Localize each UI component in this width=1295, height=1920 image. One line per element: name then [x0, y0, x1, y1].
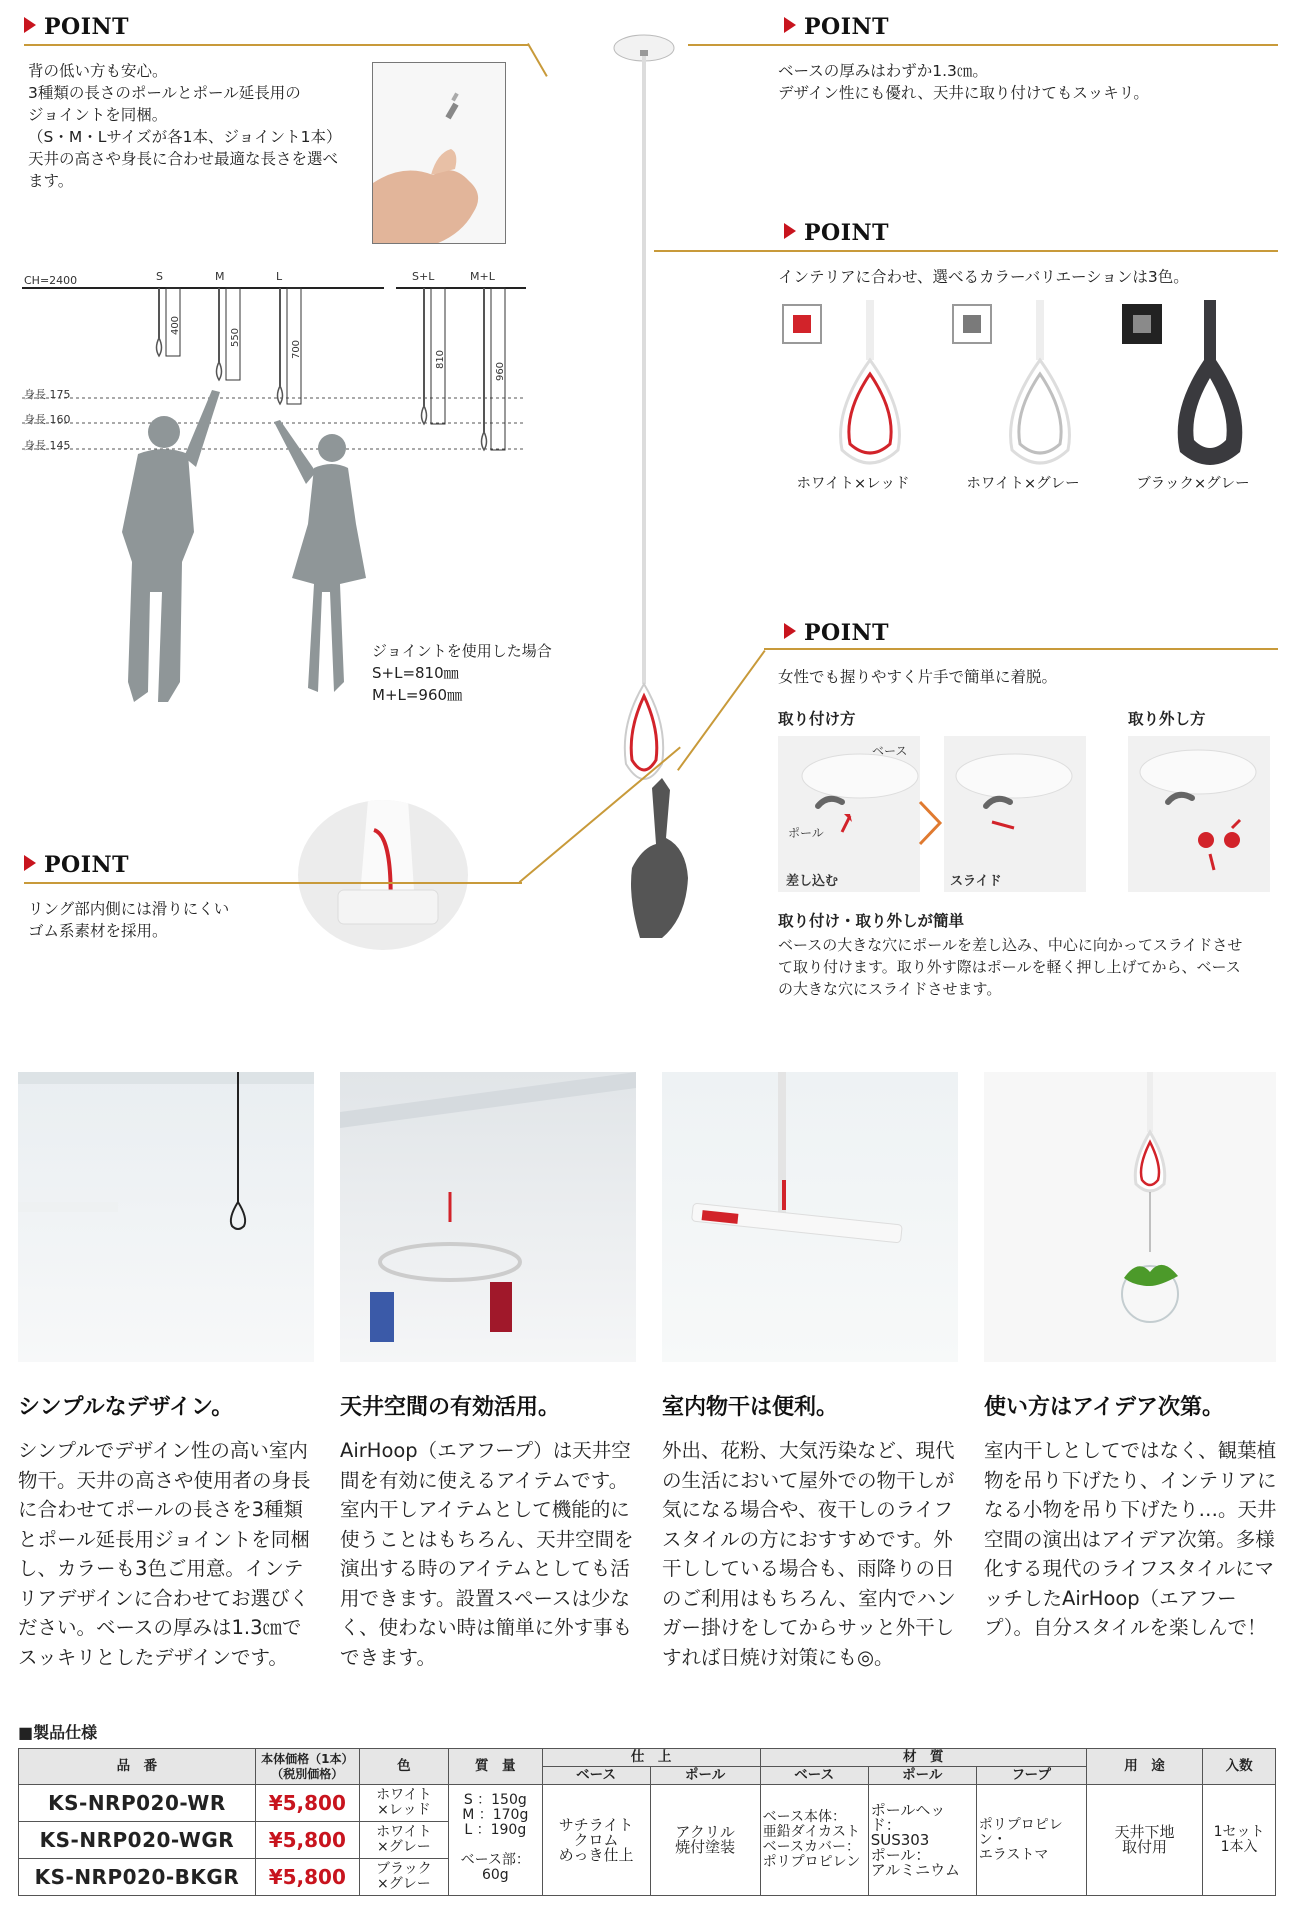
table-row: [19, 1785, 1276, 1822]
product-price: ¥5,800: [255, 1785, 359, 1822]
product-color: ホワイト ×レッド: [359, 1785, 448, 1822]
joint-note: ジョイントを使用した場合 S+L=810㎜ M+L=960㎜: [372, 642, 552, 704]
weight-cell: S ：150g M ：170g L ：190g ベース部：60g: [449, 1785, 542, 1896]
point-heading: POINT: [24, 14, 129, 40]
chevron-right-icon: [916, 798, 946, 848]
divider: [764, 648, 1278, 650]
ceiling-height-label: CH=2400: [24, 274, 78, 287]
length-s-label: 400: [170, 315, 182, 336]
height-145-label: 身長 145: [24, 439, 71, 452]
insert-step-label: 差し込む: [786, 874, 839, 889]
divider: [677, 650, 766, 771]
use-cell: 天井下地 取付用: [1086, 1785, 1202, 1896]
size-l-label: L: [276, 270, 283, 283]
point-heading: POINT: [784, 14, 889, 40]
feature-title-simple: シンプルなデザイン。: [18, 1395, 234, 1420]
feature-text-simple: シンプルでデザイン性の高い室内物干。天井の高さや使用者の身長に合わせてポールの長さを3種類とポール延長用ジョイントを同梱し、カラーも3色ご用意。インテリアデザインに合わせてお選びください。ベースの厚みは1.3㎝でスッキリとしたデザインです。: [18, 1439, 311, 1669]
joint-hand-photo: [372, 62, 506, 244]
header-mat-pole: ポール: [868, 1767, 976, 1785]
length-sl-label: 810: [435, 349, 447, 370]
color-swatch-red: [782, 304, 822, 344]
finish-pole-cell: アクリル 焼付塗装: [650, 1785, 760, 1896]
product-color: ブラック ×グレー: [359, 1859, 448, 1896]
divider: [654, 250, 1278, 252]
attach-step-slide-photo: [944, 736, 1086, 892]
feature-photo-indoor: [662, 1072, 958, 1362]
spec-table: [18, 1748, 1276, 1896]
point-text-lengths: 背の低い方も安心。 3種類の長さのポールとポール延長用の ジョイントを同梱。 （S・M・Lサイズが各1本、ジョイント1本） 天井の高さや身長に合わせ最適な長さを選べ ます。: [28, 62, 342, 190]
color-rings: [820, 300, 1260, 480]
size-ml-label: M+L: [470, 270, 495, 283]
weight-base: ベース部：60g: [460, 1852, 530, 1883]
point-text-ring: リング部内側には滑りにくい ゴム系素材を採用。: [28, 900, 230, 940]
header-finish-base: ベース: [542, 1767, 650, 1785]
length-ml-label: 960: [495, 361, 507, 382]
size-sl-label: S+L: [412, 270, 435, 283]
feature-title-indoor: 室内物干は便利。: [662, 1395, 839, 1420]
height-160-label: 身長 160: [24, 413, 71, 426]
hand-graphic: [622, 778, 702, 938]
color-label-black-gray: ブラック×グレー: [1136, 476, 1250, 492]
easy-title: 取り付け・取り外しが簡単: [778, 912, 965, 930]
divider: [24, 882, 522, 884]
product-code: KS-NRP020-WGR: [19, 1822, 256, 1859]
point-heading: POINT: [784, 220, 889, 246]
point-heading: POINT: [24, 852, 129, 878]
slide-step-label: スライド: [950, 874, 1002, 889]
product-price: ¥5,800: [255, 1859, 359, 1896]
point-text-base: ベースの厚みはわずか1.3㎝。 デザイン性にも優れ、天井に取り付けてもスッキリ。: [778, 62, 1149, 102]
pole-label: ポール: [788, 826, 824, 840]
point-text-attach: 女性でも握りやすく片手で簡単に着脱。: [778, 668, 1058, 686]
point-text-colors: インテリアに合わせ、選べるカラーバリエーションは3色。: [778, 268, 1189, 286]
color-label-white-gray: ホワイト×グレー: [966, 476, 1080, 492]
length-m-label: 550: [230, 327, 242, 348]
divider: [527, 43, 548, 77]
material-base-cell: ベース本体： 亜鉛ダイカスト ベースカバー： ポリプロピレン: [760, 1785, 868, 1896]
triangle-icon: [784, 17, 796, 33]
feature-text-ceiling: AirHoop（エアフープ）は天井空間を有効に使えるアイテムです。室内干しアイテムとして機能的に使うことはもちろん、天井空間を演出する時のアイテムとしても活用できます。設置スペースは少なく、使わない時は簡単に外す事もできます。: [340, 1439, 634, 1669]
height-diagram: [18, 262, 528, 702]
feature-text-indoor: 外出、花粉、大気汚染など、現代の生活において屋外での物干しが気になる場合や、夜干しのライフスタイルの方におすすめです。外干ししている場合も、雨降りの日のご利用はもちろん、室内でハンガー掛けをしてからサッと外干しすれば日焼け対策にも◎。: [662, 1439, 956, 1669]
feature-photo-ceiling: [340, 1072, 636, 1362]
spec-title: ■製品仕様: [18, 1723, 98, 1742]
header-weight: 質 量: [449, 1749, 542, 1785]
finish-base-cell: サチライト クロム めっき仕上: [542, 1785, 650, 1896]
detach-title: 取り外し方: [1128, 710, 1206, 728]
size-m-label: M: [215, 270, 225, 283]
ring-closeup-photo: [298, 800, 468, 950]
header-finish: 仕 上: [542, 1749, 760, 1767]
material-hoop-cell: ポリプロピレン・ エラストマ: [976, 1785, 1086, 1896]
attach-title: 取り付け方: [778, 710, 856, 728]
header-code: 品 番: [19, 1749, 256, 1785]
length-l-label: 700: [291, 339, 303, 360]
divider: [688, 44, 1278, 46]
feature-title-ceiling: 天井空間の有効活用。: [340, 1395, 561, 1420]
triangle-icon: [784, 623, 796, 639]
color-label-white-red: ホワイト×レッド: [796, 476, 910, 492]
product-illustration: [600, 24, 690, 804]
detach-photo: [1128, 736, 1270, 892]
header-price: 本体価格（1本） （税別価格）: [255, 1749, 359, 1785]
header-mat-base: ベース: [760, 1767, 868, 1785]
header-finish-pole: ポール: [650, 1767, 760, 1785]
feature-photo-simple: [18, 1072, 314, 1362]
header-use: 用 途: [1086, 1749, 1202, 1785]
product-code: KS-NRP020-WR: [19, 1785, 256, 1822]
product-color: ホワイト ×グレー: [359, 1822, 448, 1859]
product-price: ¥5,800: [255, 1822, 359, 1859]
triangle-icon: [24, 855, 36, 871]
qty-cell: 1セット 1本入: [1203, 1785, 1276, 1896]
product-code: KS-NRP020-BKGR: [19, 1859, 256, 1896]
header-material: 材 質: [760, 1749, 1086, 1767]
feature-text-idea: 室内干しとしてではなく、観葉植物を吊り下げたり、インテリアになる小物を吊り下げたり…。天井空間の演出はアイデア次第。多様化する現代のライフスタイルにマッチしたAirHoop（エアフープ）。自分スタイルを楽しんで！: [984, 1439, 1277, 1639]
triangle-icon: [784, 223, 796, 239]
material-pole-cell: ポールヘッド： SUS303 ポール： アルミニウム: [868, 1785, 976, 1896]
header-mat-hoop: フープ: [976, 1767, 1086, 1785]
base-label: ベース: [872, 744, 908, 758]
height-175-label: 身長 175: [24, 388, 71, 401]
point-heading: POINT: [784, 620, 889, 646]
divider: [24, 44, 528, 46]
feature-title-idea: 使い方はアイデア次第。: [984, 1395, 1225, 1420]
header-color: 色: [359, 1749, 448, 1785]
triangle-icon: [24, 17, 36, 33]
header-qty: 入数: [1203, 1749, 1276, 1785]
feature-photo-idea: [984, 1072, 1276, 1362]
easy-text: ベースの大きな穴にポールを差し込み、中心に向かってスライドさせ て取り付けます。取り外す際はポールを軽く押し上げてから、ベース の大きな穴にスライドさせます。: [778, 936, 1243, 998]
attach-step-insert-photo: [778, 736, 920, 892]
size-s-label: S: [156, 270, 163, 283]
